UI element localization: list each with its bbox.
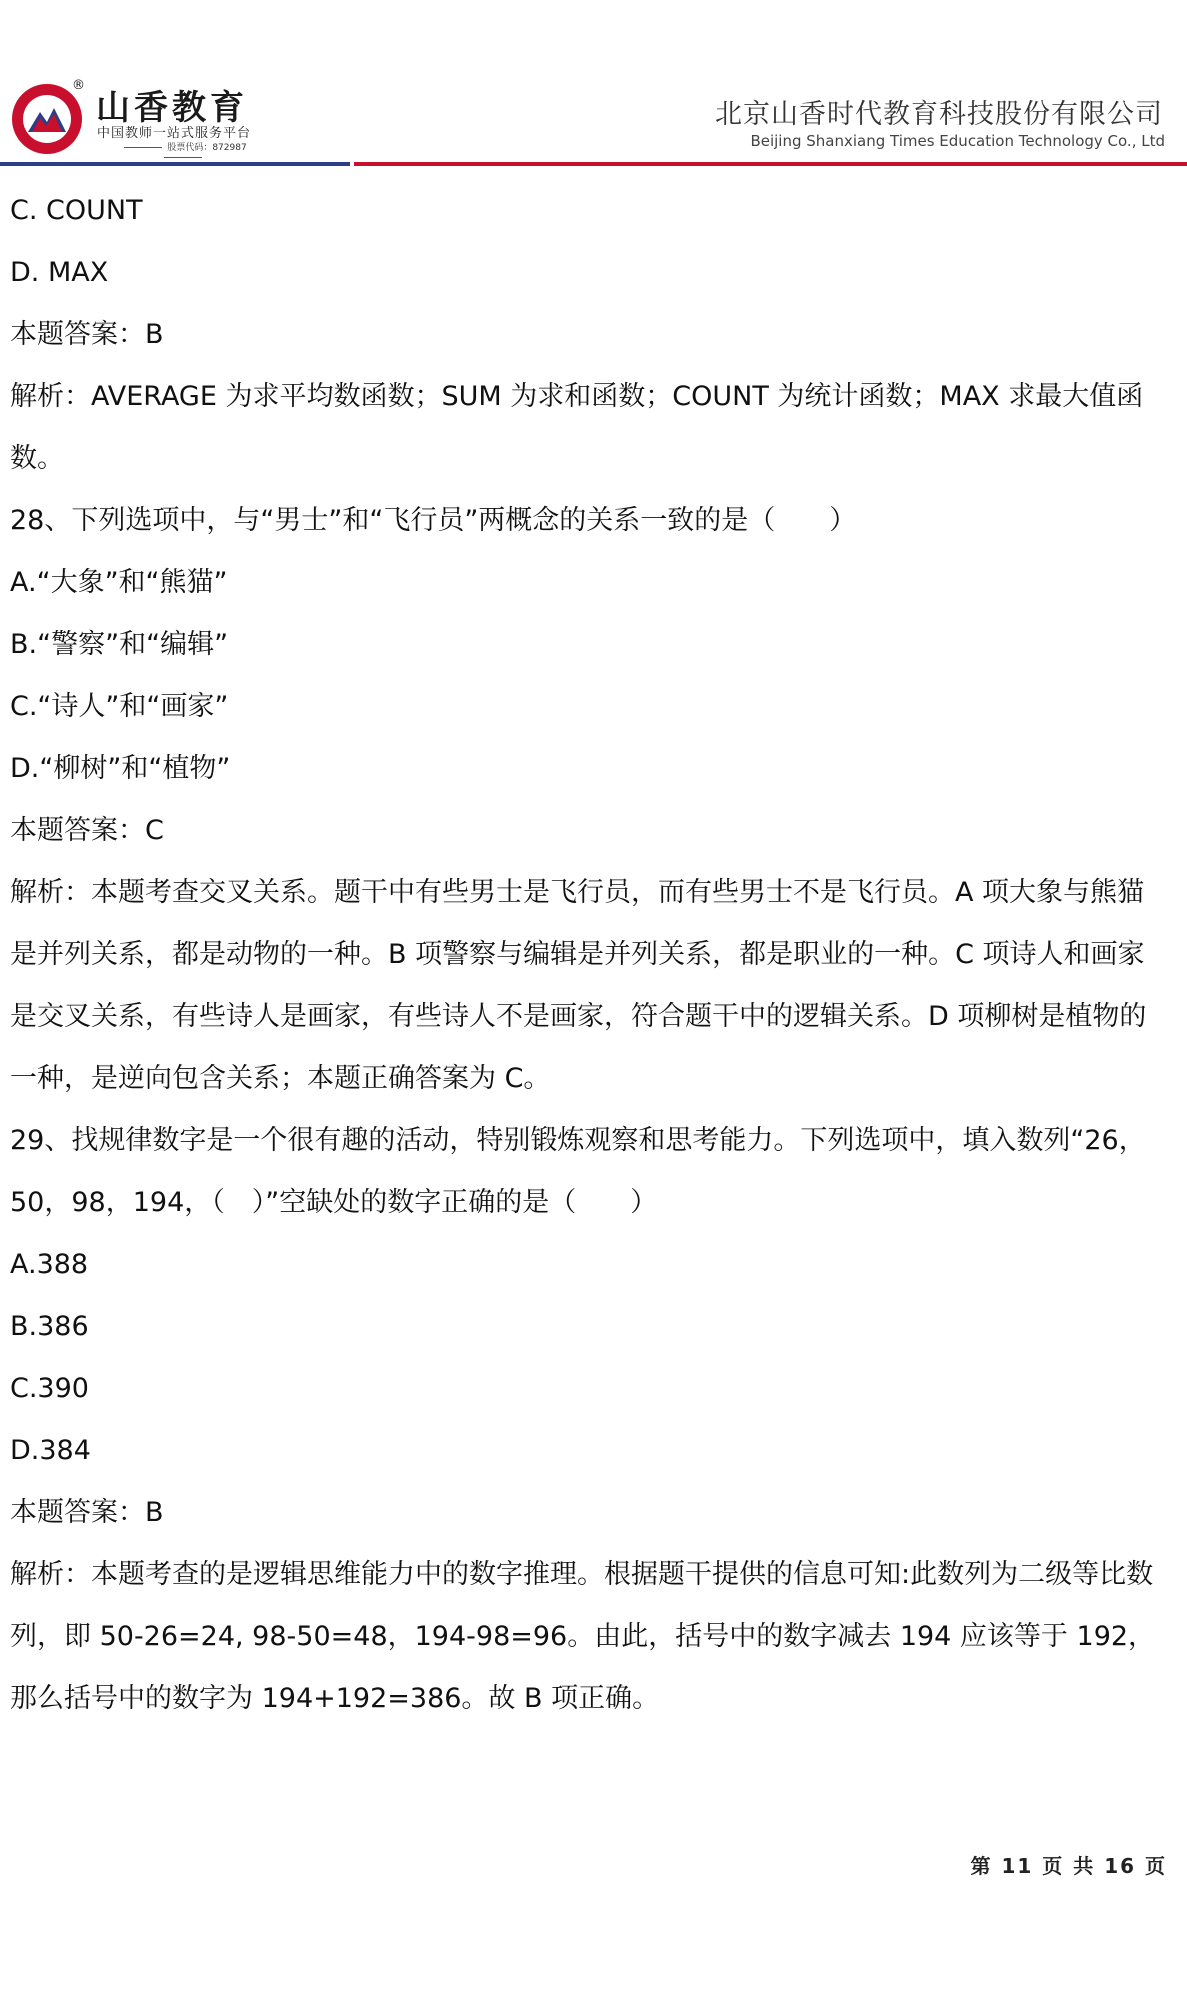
option-28-c: C.“诗人”和“画家” <box>10 691 229 722</box>
option-29-d: D.384 <box>10 1435 91 1466</box>
answer-29: 本题答案：B <box>10 1497 164 1528</box>
option-29-a: A.388 <box>10 1249 89 1280</box>
registered-mark: ® <box>72 78 85 93</box>
option-28-a: A.“大象”和“熊猫” <box>10 567 228 598</box>
option-d-max: D. MAX <box>10 257 109 288</box>
company-name-cn: 北京山香时代教育科技股份有限公司 <box>715 99 1163 130</box>
document-body <box>10 180 1170 1730</box>
page-header <box>0 0 1187 170</box>
explanation-28: 解析：本题考查交叉关系。题干中有些男士是飞行员，而有些男士不是飞行员。A 项大象与熊猫是并列关系，都是动物的一种。B 项警察与编辑是并列关系，都是职业的一种。C 项诗人和画家是交叉关系，有些诗人是画家，有些诗人不是画家，符合题干中的逻辑关系。D 项柳树是植物的一种，是逆向包含关系；本题正确答案为 C。 <box>10 877 1147 1094</box>
explanation-29: 解析：本题考查的是逻辑思维能力中的数字推理。根据题干提供的信息可知:此数列为二级等比数列，即 50-26=24, 98-50=48，194-98=96。由此，括号中的数字减去 194 应该等于 192，那么括号中的数字为 194+192=386。故 B 项正确。 <box>10 1559 1156 1714</box>
logo-stock-code: 股票代码：872987 <box>97 140 269 163</box>
shanxiang-logo-icon <box>10 82 84 156</box>
logo-title: 山香教育 <box>96 88 248 128</box>
option-28-b: B.“警察”和“编辑” <box>10 629 229 660</box>
logo-subtitle: 中国教师一站式服务平台 <box>97 126 252 141</box>
option-28-d: D.“柳树”和“植物” <box>10 753 231 784</box>
explanation-27: 解析：AVERAGE 为求平均数函数；SUM 为求和函数；COUNT 为统计函数；MAX 求最大值函数。 <box>10 381 1144 474</box>
answer-27: 本题答案：B <box>10 319 164 350</box>
option-29-b: B.386 <box>10 1311 89 1342</box>
option-c-count: C. COUNT <box>10 195 143 226</box>
answer-28: 本题答案：C <box>10 815 164 846</box>
option-29-c: C.390 <box>10 1373 89 1404</box>
question-28: 28、下列选项中，与“男士”和“飞行员”两概念的关系一致的是（ ） <box>10 505 857 536</box>
header-rule-blue <box>0 162 350 166</box>
page-number: 第 11 页 共 16 页 <box>970 1854 1167 1878</box>
company-name-en: Beijing Shanxiang Times Education Technology Co., Ltd <box>750 132 1165 150</box>
header-rule-red <box>354 162 1187 166</box>
question-29: 29、找规律数字是一个很有趣的活动，特别锻炼观察和思考能力。下列选项中，填入数列“26，50，98，194，（ ）”空缺处的数字正确的是（ ） <box>10 1125 1146 1218</box>
